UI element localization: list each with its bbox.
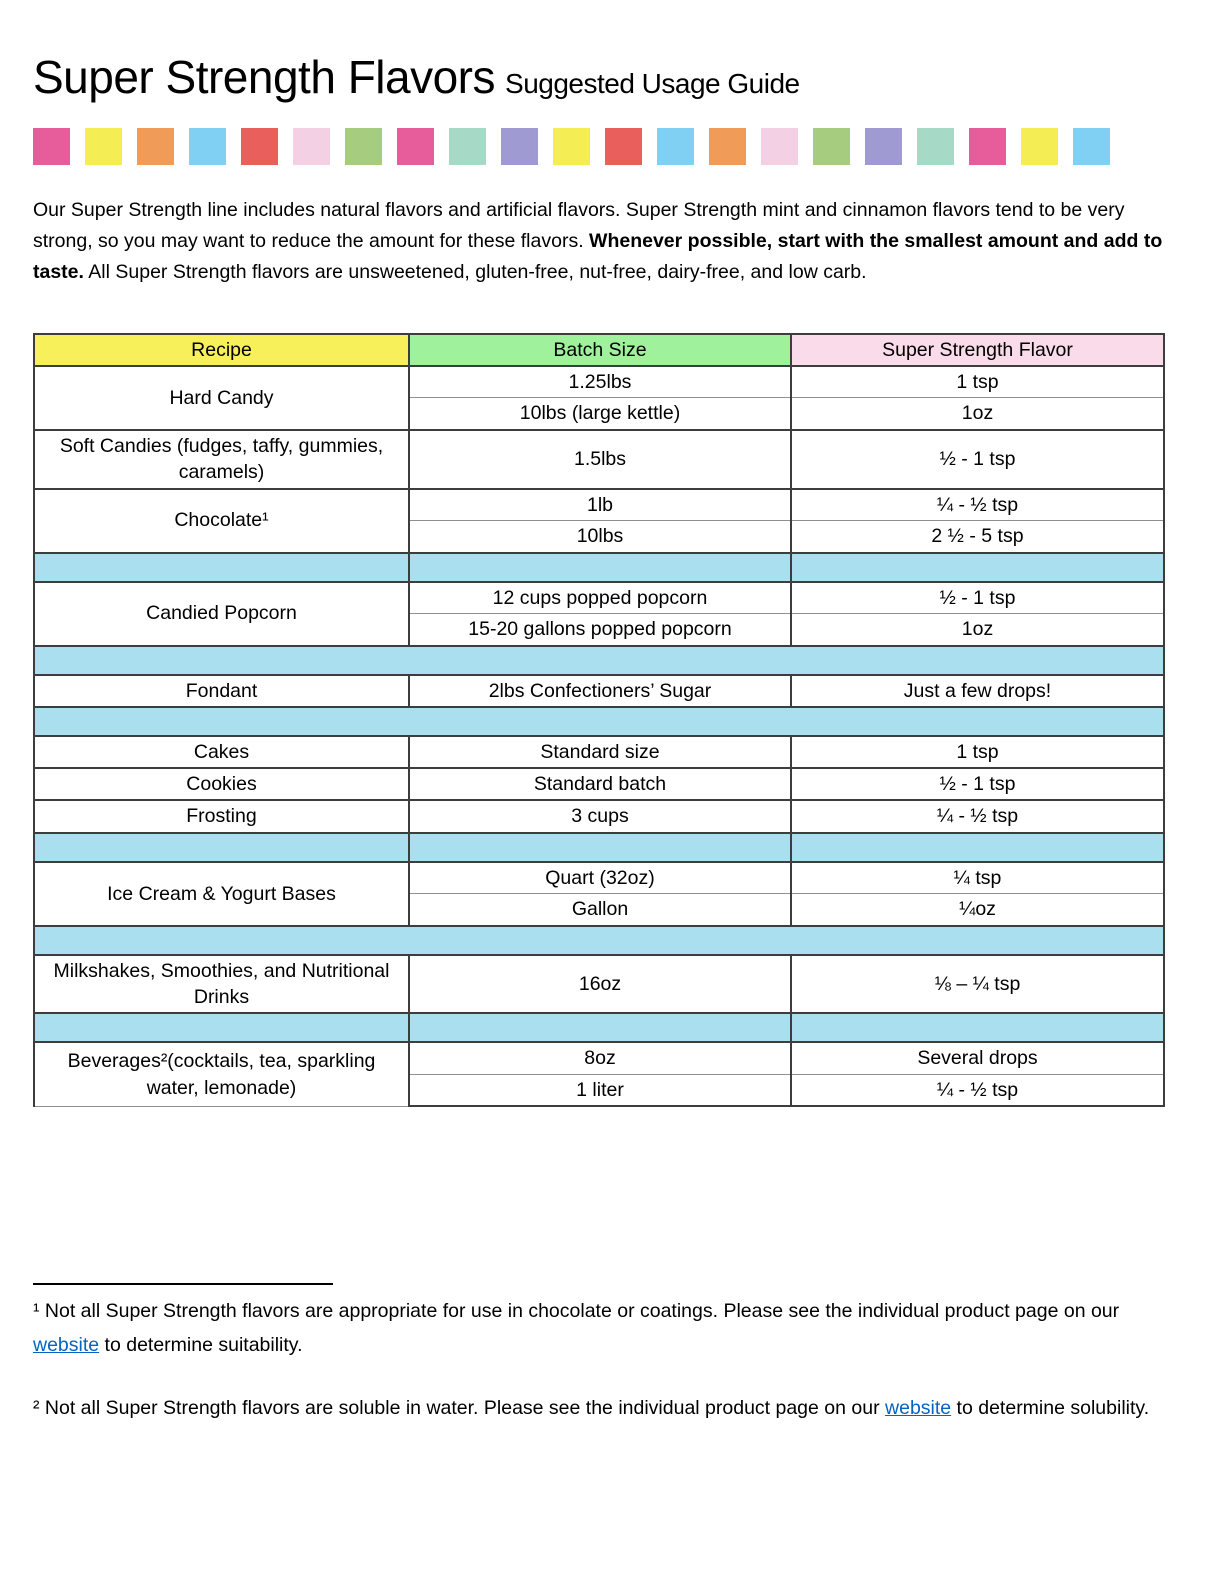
recipe-cell: Cookies xyxy=(34,768,409,800)
batch-size-cell: Standard batch xyxy=(409,768,791,800)
intro-paragraph xyxy=(33,195,1163,289)
separator-cell xyxy=(409,553,791,582)
batch-size-cell: 1.5lbs xyxy=(409,430,791,489)
footnote-2-text-after: to determine solubility. xyxy=(951,1396,1150,1419)
flavor-cell: ⅛ – ¼ tsp xyxy=(791,955,1164,1014)
separator-cell xyxy=(34,707,1164,736)
stripe-swatch xyxy=(189,128,226,165)
batch-size-cell: Gallon xyxy=(409,894,791,926)
stripe-swatch xyxy=(293,128,330,165)
batch-size-cell: Quart (32oz) xyxy=(409,862,791,894)
separator-cell xyxy=(34,646,1164,675)
recipe-cell: Fondant xyxy=(34,675,409,707)
flavor-cell: Several drops xyxy=(791,1042,1164,1074)
separator-row xyxy=(34,646,1164,675)
footnote-1-text-after: to determine suitability. xyxy=(99,1333,303,1356)
column-header: Batch Size xyxy=(409,334,791,366)
website-link-2[interactable]: website xyxy=(885,1396,952,1419)
batch-size-cell: 1lb xyxy=(409,489,791,521)
batch-size-cell: 15-20 gallons popped popcorn xyxy=(409,614,791,646)
table-row xyxy=(34,366,1164,398)
recipe-cell: Frosting xyxy=(34,800,409,832)
stripe-swatch xyxy=(709,128,746,165)
table-row xyxy=(34,1042,1164,1074)
stripe-swatch xyxy=(553,128,590,165)
separator-cell xyxy=(409,1013,791,1042)
separator-cell xyxy=(34,926,1164,955)
stripe-swatch xyxy=(865,128,902,165)
recipe-cell: Soft Candies (fudges, taffy, gummies, caramels) xyxy=(34,430,409,489)
separator-cell xyxy=(34,1013,409,1042)
batch-size-cell: 3 cups xyxy=(409,800,791,832)
stripe-swatch xyxy=(605,128,642,165)
stripe-swatch xyxy=(33,128,70,165)
flavor-cell: 1oz xyxy=(791,614,1164,646)
header-row xyxy=(34,334,1164,366)
title-subtitle: Suggested Usage Guide xyxy=(505,68,800,99)
stripe-swatch xyxy=(397,128,434,165)
footnote-2 xyxy=(33,1392,1163,1425)
stripe-swatch xyxy=(1021,128,1058,165)
footnote-2-text: ² Not all Super Strength flavors are soluble in water. Please see the individual product page on our xyxy=(33,1396,886,1419)
table-row xyxy=(34,862,1164,894)
separator-cell xyxy=(791,1013,1164,1042)
stripe-swatch xyxy=(345,128,382,165)
recipe-cell: Milkshakes, Smoothies, and Nutritional Drinks xyxy=(34,955,409,1014)
stripe-swatch xyxy=(137,128,174,165)
flavor-cell: ½ - 1 tsp xyxy=(791,768,1164,800)
page-title xyxy=(33,50,1170,104)
stripe-swatch xyxy=(969,128,1006,165)
stripe-swatch xyxy=(449,128,486,165)
separator-row xyxy=(34,553,1164,582)
table-row xyxy=(34,768,1164,800)
batch-size-cell: Standard size xyxy=(409,736,791,768)
table-row xyxy=(34,675,1164,707)
flavor-cell: ½ - 1 tsp xyxy=(791,430,1164,489)
flavor-cell: ¼ - ½ tsp xyxy=(791,1074,1164,1106)
batch-size-cell: 1.25lbs xyxy=(409,366,791,398)
separator-row xyxy=(34,1013,1164,1042)
footnote-1-text: ¹ Not all Super Strength flavors are appropriate for use in chocolate or coatings. Please see the individual product page on our xyxy=(33,1300,1120,1323)
separator-cell xyxy=(409,833,791,862)
separator-row xyxy=(34,926,1164,955)
recipe-cell: Ice Cream & Yogurt Bases xyxy=(34,862,409,926)
stripe-swatch xyxy=(657,128,694,165)
stripe-swatch xyxy=(761,128,798,165)
table-row xyxy=(34,430,1164,489)
separator-cell xyxy=(791,833,1164,862)
table-row xyxy=(34,955,1164,1014)
stripe-swatch xyxy=(241,128,278,165)
batch-size-cell: 2lbs Confectioners’ Sugar xyxy=(409,675,791,707)
flavor-cell: Just a few drops! xyxy=(791,675,1164,707)
flavor-cell: ½ - 1 tsp xyxy=(791,582,1164,614)
intro-text-2: All Super Strength flavors are unsweetened, gluten-free, nut-free, dairy-free, and low carb. xyxy=(83,261,867,284)
flavor-cell: ¼ - ½ tsp xyxy=(791,489,1164,521)
footnote-separator-line xyxy=(33,1283,333,1285)
stripe-swatch xyxy=(85,128,122,165)
batch-size-cell: 10lbs xyxy=(409,521,791,553)
table-row xyxy=(34,582,1164,614)
title-main: Super Strength Flavors xyxy=(33,51,496,103)
recipe-cell: Hard Candy xyxy=(34,366,409,430)
stripe-swatch xyxy=(501,128,538,165)
batch-size-cell: 8oz xyxy=(409,1042,791,1074)
stripe-swatch xyxy=(813,128,850,165)
column-header: Recipe xyxy=(34,334,409,366)
separator-cell xyxy=(791,553,1164,582)
color-stripe xyxy=(33,128,1170,165)
separator-cell xyxy=(34,833,409,862)
usage-table xyxy=(33,333,1165,1108)
website-link-1[interactable]: website xyxy=(33,1333,100,1356)
flavor-cell: ¼ tsp xyxy=(791,862,1164,894)
table-row xyxy=(34,800,1164,832)
table-row xyxy=(34,489,1164,521)
flavor-cell: ¼oz xyxy=(791,894,1164,926)
batch-size-cell: 12 cups popped popcorn xyxy=(409,582,791,614)
batch-size-cell: 16oz xyxy=(409,955,791,1014)
footnote-1 xyxy=(33,1295,1163,1361)
flavor-cell: 1oz xyxy=(791,398,1164,430)
recipe-cell: Cakes xyxy=(34,736,409,768)
separator-row xyxy=(34,833,1164,862)
table-row xyxy=(34,736,1164,768)
recipe-cell: Candied Popcorn xyxy=(34,582,409,646)
recipe-cell: Beverages²(cocktails, tea, sparkling water, lemonade) xyxy=(34,1042,409,1106)
batch-size-cell: 1 liter xyxy=(409,1074,791,1106)
flavor-cell: 2 ½ - 5 tsp xyxy=(791,521,1164,553)
flavor-cell: 1 tsp xyxy=(791,366,1164,398)
stripe-swatch xyxy=(917,128,954,165)
intro-text-bold: Whenever possible, start with the smallest amount and add to taste. xyxy=(33,230,1163,284)
batch-size-cell: 10lbs (large kettle) xyxy=(409,398,791,430)
flavor-cell: ¼ - ½ tsp xyxy=(791,800,1164,832)
intro-text-1: Our Super Strength line includes natural flavors and artificial flavors. Super Strength mint and cinnamon flavors tend to be very strong, so you may want to reduce the amount for these flavors. xyxy=(33,199,1125,253)
column-header: Super Strength Flavor xyxy=(791,334,1164,366)
recipe-cell: Chocolate¹ xyxy=(34,489,409,553)
separator-cell xyxy=(34,553,409,582)
stripe-swatch xyxy=(1073,128,1110,165)
separator-row xyxy=(34,707,1164,736)
flavor-cell: 1 tsp xyxy=(791,736,1164,768)
